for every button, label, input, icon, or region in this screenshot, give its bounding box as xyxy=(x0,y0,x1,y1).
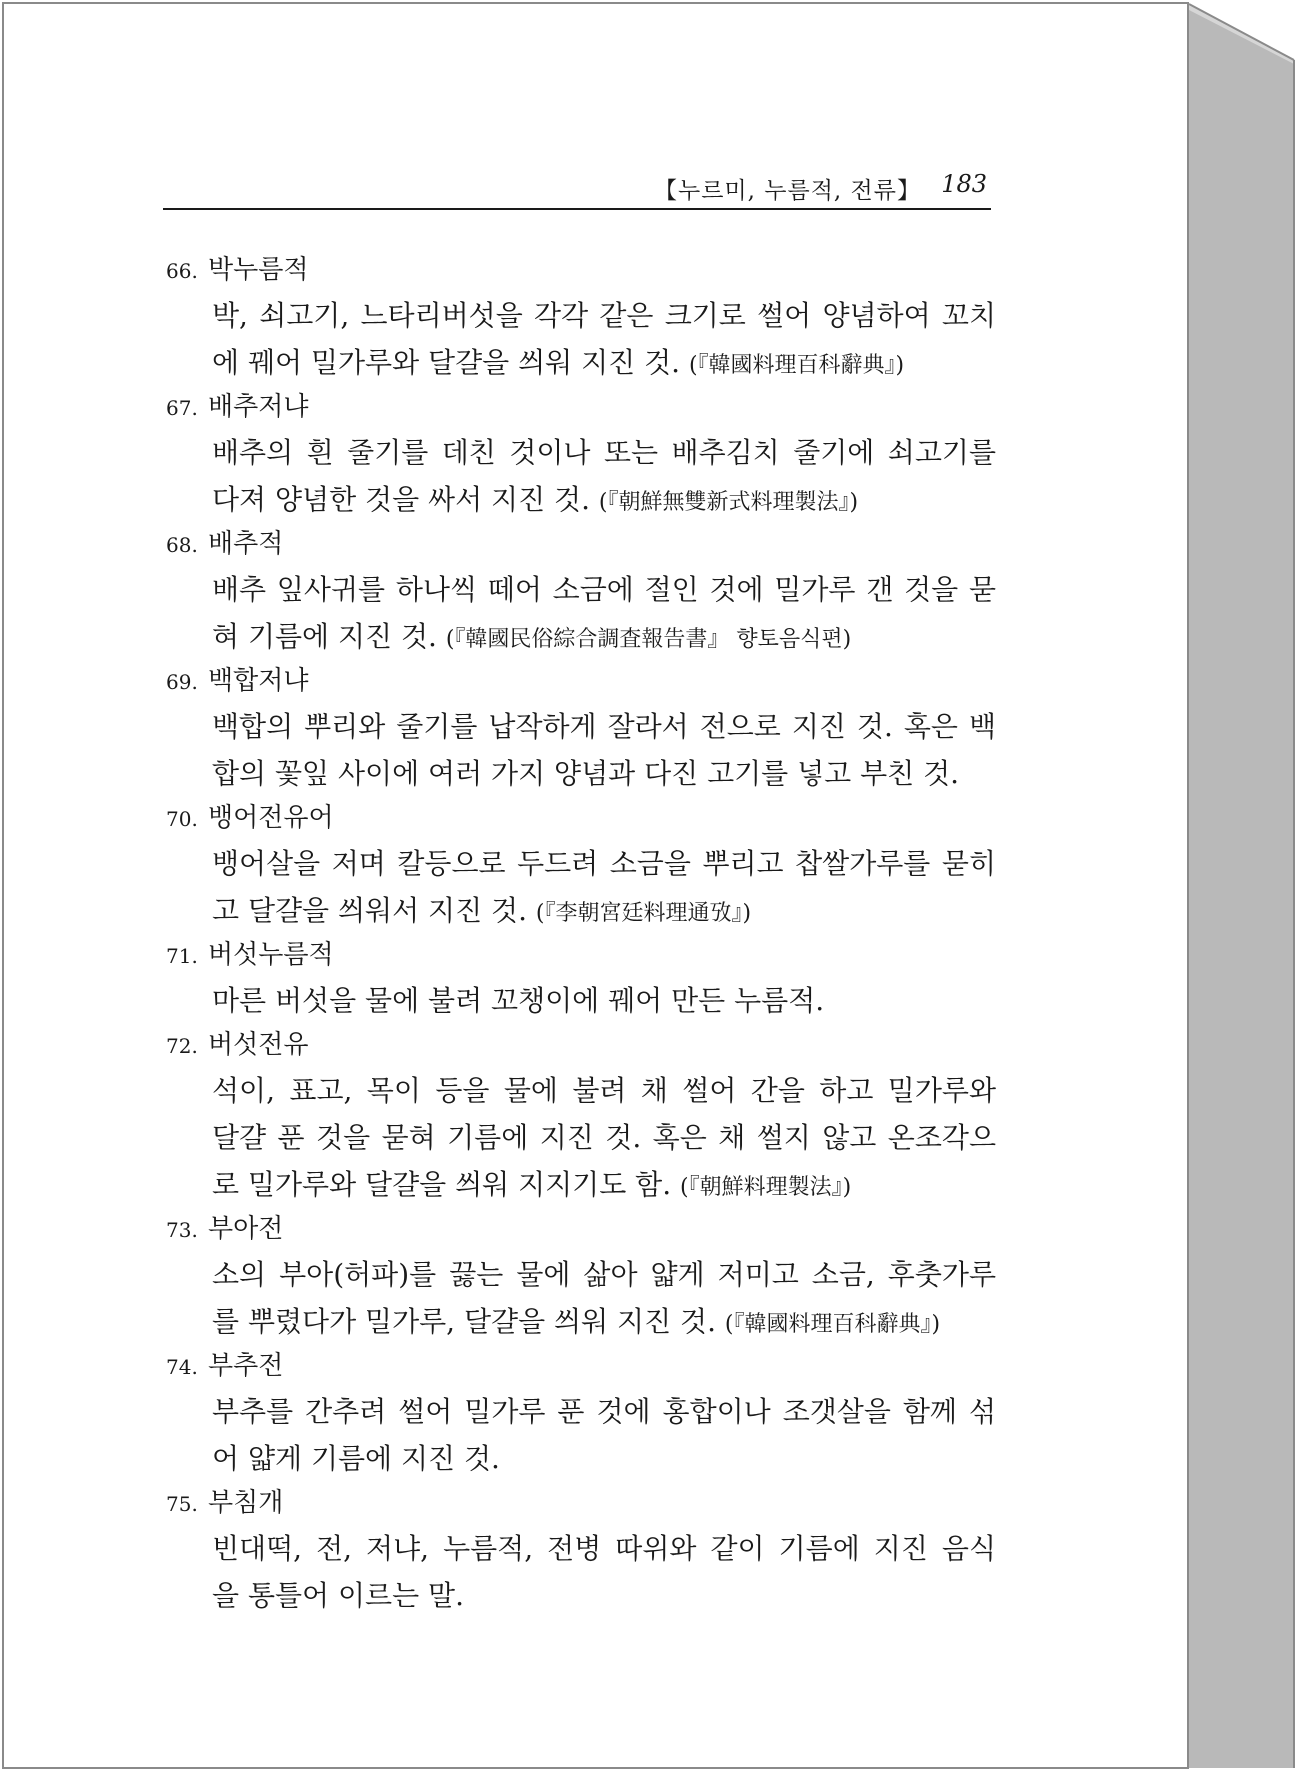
entry-heading xyxy=(166,1024,996,1067)
source-citation: (『朝鮮無雙新式料理製法』) xyxy=(598,490,859,515)
entry-definition-line xyxy=(166,703,996,750)
entry-term: 부아전 xyxy=(208,1214,284,1244)
entry-heading xyxy=(166,1482,996,1525)
definition-text: 석이, 표고, 목이 등을 물에 불려 채 썰어 간을 하고 밀가루와 xyxy=(212,1074,996,1107)
entry-heading xyxy=(166,1208,996,1251)
entry-term: 뱅어전유어 xyxy=(208,803,334,833)
entry-definition-line xyxy=(166,1572,996,1619)
entry-term: 부침개 xyxy=(208,1488,284,1518)
source-citation: (『韓國料理百科辭典』) xyxy=(724,1312,941,1337)
entry-definition-line xyxy=(166,1067,996,1114)
entry-definition-line xyxy=(166,750,996,797)
definition-text: 빈대떡, 전, 저냐, 누름적, 전병 따위와 같이 기름에 지진 음식 xyxy=(212,1532,996,1565)
entry-definition-line xyxy=(166,339,996,386)
entry-term: 배추적 xyxy=(208,529,284,559)
entry-heading xyxy=(166,934,996,977)
entry-list xyxy=(166,249,996,1619)
entry-heading xyxy=(166,660,996,703)
entry-number: 71. xyxy=(166,944,198,968)
definition-text: 어 얇게 기름에 지진 것. xyxy=(212,1442,500,1475)
entry-number: 72. xyxy=(166,1034,198,1058)
definition-text: 혀 기름에 지진 것. xyxy=(212,620,446,653)
definition-text: 다져 양념한 것을 싸서 지진 것. xyxy=(212,483,599,516)
definition-text: 백합의 뿌리와 줄기를 납작하게 잘라서 전으로 지진 것. 혹은 백 xyxy=(212,710,996,743)
definition-text: 박, 쇠고기, 느타리버섯을 각각 같은 크기로 썰어 양념하여 꼬치 xyxy=(212,299,996,332)
entry-heading xyxy=(166,1345,996,1388)
entry-term: 부추전 xyxy=(208,1351,284,1381)
entry-number: 67. xyxy=(166,396,198,420)
entry-definition-line xyxy=(166,1435,996,1482)
definition-text: 에 꿰어 밀가루와 달걀을 씌워 지진 것. xyxy=(212,346,689,379)
definition-text: 소의 부아(허파)를 끓는 물에 삶아 얇게 저미고 소금, 후춧가루 xyxy=(212,1258,996,1291)
source-citation: (『韓國民俗綜合調査報告書』 향토음식편) xyxy=(445,627,852,652)
definition-text: 부추를 간추려 썰어 밀가루 푼 것에 홍합이나 조갯살을 함께 섞 xyxy=(212,1395,996,1428)
definition-text: 합의 꽃잎 사이에 여러 가지 양념과 다진 고기를 넣고 부친 것. xyxy=(212,757,960,790)
entry-term: 박누름적 xyxy=(208,255,309,285)
entry-heading xyxy=(166,523,996,566)
entry-term: 버섯전유 xyxy=(208,1030,309,1060)
definition-text: 을 통틀어 이르는 말. xyxy=(212,1579,464,1612)
entry-definition-line xyxy=(166,1298,996,1345)
source-citation: (『李朝宮廷料理通攷』) xyxy=(535,901,752,926)
entry-definition-line xyxy=(166,429,996,476)
entry-definition-line xyxy=(166,566,996,613)
source-citation: (『朝鮮料理製法』) xyxy=(680,1175,852,1200)
definition-text: 배추의 흰 줄기를 데친 것이나 또는 배추김치 줄기에 쇠고기를 xyxy=(212,436,996,469)
entry-term: 버섯누름적 xyxy=(208,940,334,970)
entry-definition-line xyxy=(166,840,996,887)
entry-number: 75. xyxy=(166,1492,198,1516)
entry-definition-line xyxy=(166,1114,996,1161)
entry-number: 68. xyxy=(166,533,198,557)
entry-number: 69. xyxy=(166,670,198,694)
definition-text: 뱅어살을 저며 칼등으로 두드려 소금을 뿌리고 찹쌀가루를 묻히 xyxy=(212,847,996,880)
definition-text: 마른 버섯을 물에 불려 꼬챙이에 꿰어 만든 누름적. xyxy=(212,984,825,1017)
entry-definition-line xyxy=(166,476,996,523)
entry-number: 70. xyxy=(166,807,198,831)
definition-text: 배추 잎사귀를 하나씩 떼어 소금에 절인 것에 밀가루 갠 것을 묻 xyxy=(212,573,996,606)
entry-definition-line xyxy=(166,1388,996,1435)
running-head-title: 【누르미, 누름적, 전류】 xyxy=(654,178,921,204)
entry-definition-line xyxy=(166,977,996,1024)
entry-heading xyxy=(166,249,996,292)
entry-term: 백합저냐 xyxy=(208,666,309,696)
entry-definition-line xyxy=(166,1161,996,1208)
definition-text: 고 달걀을 씌워서 지진 것. xyxy=(212,894,536,927)
page-number: 183 xyxy=(941,170,987,198)
entry-definition-line xyxy=(166,887,996,934)
definition-text: 로 밀가루와 달걀을 씌워 지지기도 함. xyxy=(212,1168,681,1201)
entry-definition-line xyxy=(166,292,996,339)
source-citation: (『韓國料理百科辭典』) xyxy=(688,353,905,378)
entry-heading xyxy=(166,797,996,840)
entry-term: 배추저냐 xyxy=(208,392,309,422)
entry-number: 66. xyxy=(166,259,198,283)
definition-text: 를 뿌렸다가 밀가루, 달걀을 씌워 지진 것. xyxy=(212,1305,725,1338)
entry-definition-line xyxy=(166,1525,996,1572)
running-head xyxy=(163,168,991,210)
entry-heading xyxy=(166,386,996,429)
entry-definition-line xyxy=(166,1251,996,1298)
definition-text: 달걀 푼 것을 묻혀 기름에 지진 것. 혹은 채 썰지 않고 온조각으 xyxy=(212,1121,996,1154)
entry-definition-line xyxy=(166,613,996,660)
entry-number: 73. xyxy=(166,1218,198,1242)
entry-number: 74. xyxy=(166,1355,198,1379)
